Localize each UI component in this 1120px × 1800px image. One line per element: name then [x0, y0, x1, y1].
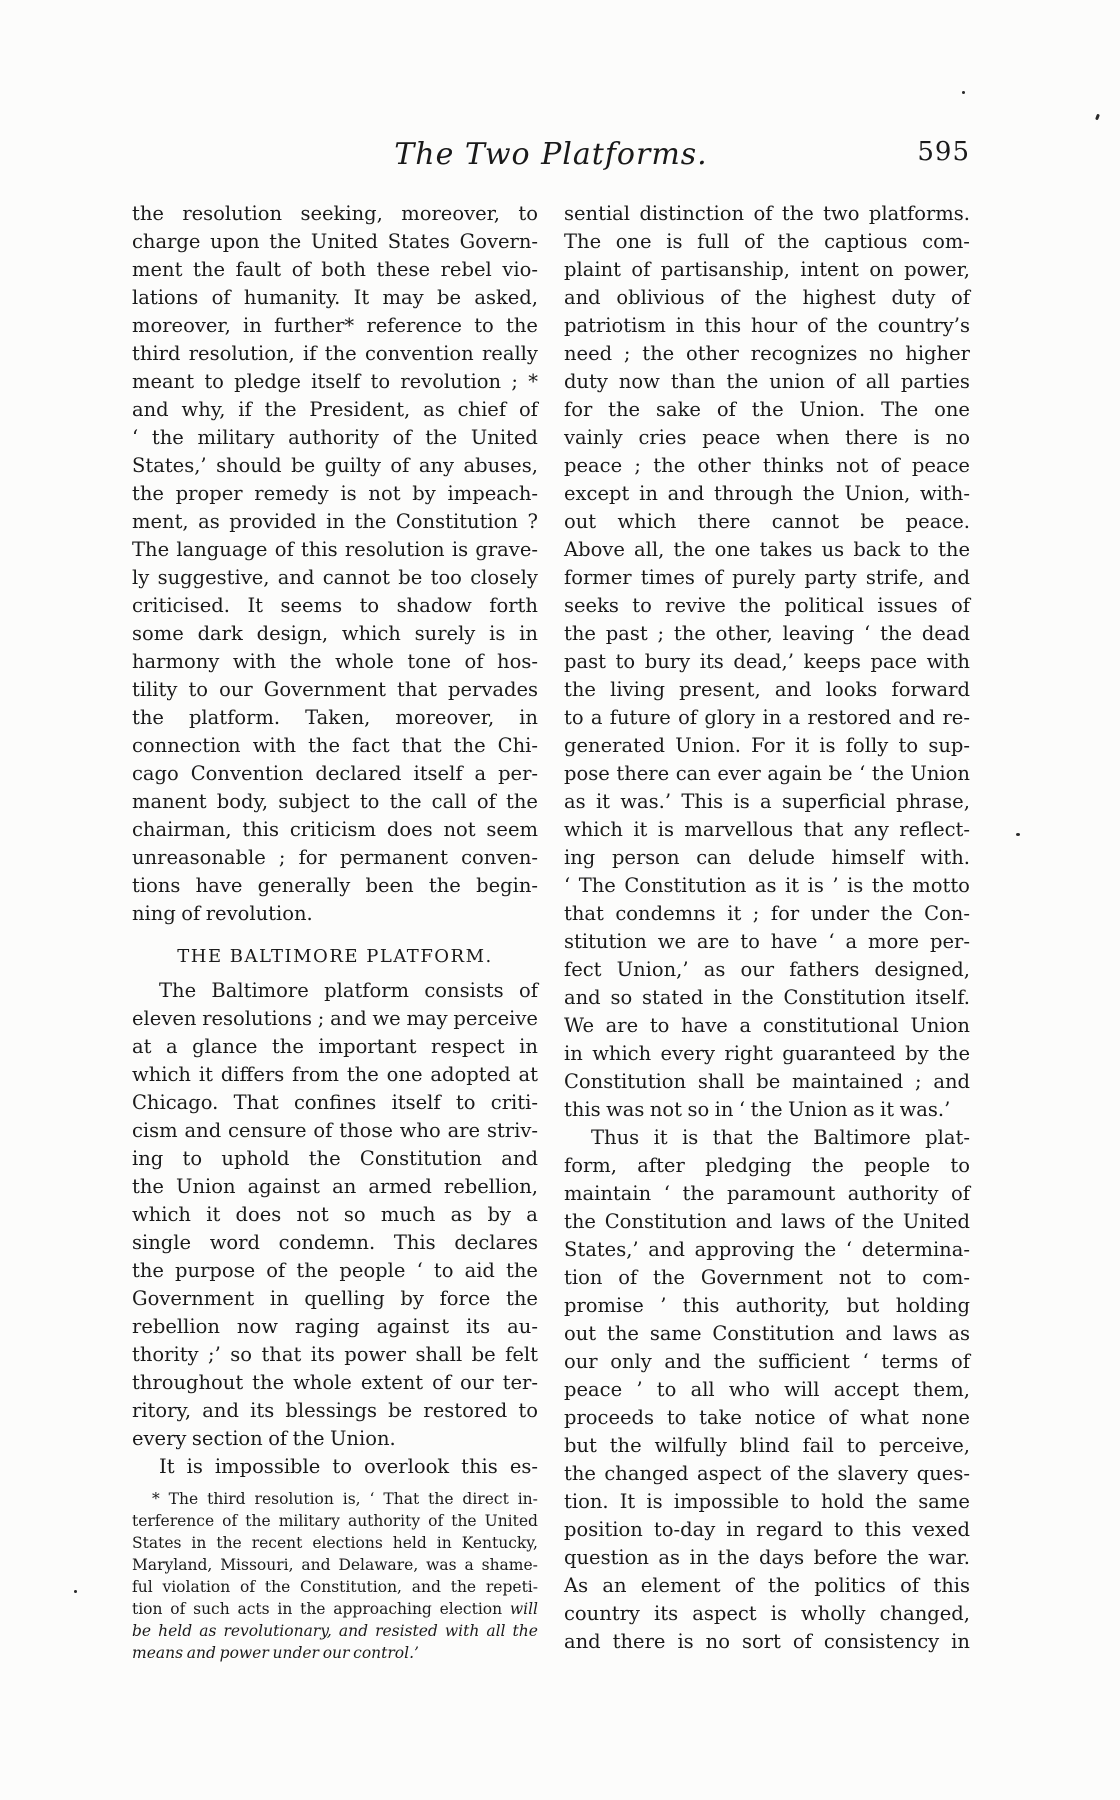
text-line: but the wilfully blind fail to perceive,: [564, 1434, 970, 1457]
text-line: chairman, this criticism does not seem: [132, 818, 538, 841]
text-line: the past ; the other, leaving ‘ the dead: [564, 622, 970, 645]
text-line: tion of the Government not to com-: [564, 1266, 970, 1289]
scan-speck: [1016, 833, 1020, 836]
text-line: The language of this resolution is grave-: [132, 538, 538, 561]
paragraph: [132, 977, 538, 1453]
text-line: at a glance the important respect in: [132, 1035, 538, 1058]
paragraph: [564, 200, 970, 1124]
text-line: charge upon the United States Govern-: [132, 230, 538, 253]
text-line: Constitution shall be maintained ; and: [564, 1070, 970, 1093]
text-line: and so stated in the Constitution itself.: [564, 986, 970, 1009]
text-line: in which every right guaranteed by the: [564, 1042, 970, 1065]
text-line: manent body, subject to the call of the: [132, 790, 538, 813]
text-line: form, after pledging the people to: [564, 1154, 970, 1177]
paragraph: [132, 1453, 538, 1481]
text-line: question as in the days before the war.: [564, 1546, 970, 1569]
text-line: single word condemn. This declares: [132, 1231, 538, 1254]
text-line: that condemns it ; for under the Con-: [564, 902, 970, 925]
text-line: * The third resolution is, ‘ That the direct in-: [152, 1490, 538, 1508]
text-line: except in and through the Union, with-: [564, 482, 970, 505]
text-line: out the same Constitution and laws as: [564, 1322, 970, 1345]
text-line: It is impossible to overlook this es-: [159, 1455, 538, 1478]
text-line: tion. It is impossible to hold the same: [564, 1490, 970, 1513]
scan-speck: [962, 91, 965, 94]
text-line: position to-day in regard to this vexed: [564, 1518, 970, 1541]
text-line: ing person can delude himself with.: [564, 846, 970, 869]
text-line: and oblivious of the highest duty of: [564, 286, 970, 309]
text-line: means and power under our control.’: [132, 1644, 419, 1662]
text-line: ning of revolution.: [132, 902, 313, 925]
text-line: stitution we are to have ‘ a more per-: [564, 930, 970, 953]
right-column: [564, 200, 970, 1664]
text-line: lations of humanity. It may be asked,: [132, 286, 538, 309]
text-line: moreover, in further* reference to the: [132, 314, 538, 337]
text-line: plaint of partisanship, intent on power,: [564, 258, 970, 281]
text-line: The Baltimore platform consists of: [159, 979, 538, 1002]
text-line: proceeds to take notice of what none: [564, 1406, 970, 1429]
text-line: ment, as provided in the Constitution ?: [132, 510, 538, 533]
text-columns: [132, 200, 970, 1664]
text-line: tility to our Government that pervades: [132, 678, 538, 701]
text-line: to a future of glory in a restored and re-: [564, 706, 970, 729]
text-line: ritory, and its blessings be restored to: [132, 1399, 538, 1422]
text-line: criticised. It seems to shadow forth: [132, 594, 538, 617]
text-line: unreasonable ; for permanent conven-: [132, 846, 538, 869]
section-heading: THE BALTIMORE PLATFORM.: [177, 946, 493, 967]
text-line: ing to uphold the Constitution and: [132, 1147, 538, 1170]
text-line: ‘ the military authority of the United: [132, 426, 538, 449]
left-column: [132, 200, 538, 1664]
text-line: out which there cannot be peace.: [564, 510, 970, 533]
text-line: our only and the sufficient ‘ terms of: [564, 1350, 970, 1373]
text-line: the resolution seeking, moreover, to: [132, 202, 538, 225]
paragraph: [564, 1124, 970, 1656]
text-line: ‘ The Constitution as it is ’ is the motto: [564, 874, 970, 897]
text-line: meant to pledge itself to revolution ; *: [132, 370, 538, 393]
text-line: sential distinction of the two platforms.: [564, 202, 970, 225]
text-line: past to bury its dead,’ keeps pace with: [564, 650, 970, 673]
text-line: vainly cries peace when there is no: [564, 426, 970, 449]
text-line: be held as revolutionary, and resisted with all the: [132, 1622, 538, 1640]
text-line: the proper remedy is not by impeach-: [132, 482, 538, 505]
text-line: maintain ‘ the paramount authority of: [564, 1182, 970, 1205]
text-line: thority ;’ so that its power shall be felt: [132, 1343, 538, 1366]
text-line: Government in quelling by force the: [132, 1287, 538, 1310]
text-line: which it does not so much as by a: [132, 1203, 538, 1226]
text-line: connection with the fact that the Chi-: [132, 734, 538, 757]
text-line: every section of the Union.: [132, 1427, 396, 1450]
text-line: Maryland, Missouri, and Delaware, was a shame-: [132, 1556, 538, 1574]
text-line: throughout the whole extent of our ter-: [132, 1371, 538, 1394]
text-line: which it differs from the one adopted at: [132, 1063, 538, 1086]
text-line: as it was.’ This is a superficial phrase,: [564, 790, 970, 813]
text-line: this was not so in ‘ the Union as it was.’: [564, 1098, 951, 1121]
text-line: third resolution, if the convention really: [132, 342, 538, 365]
text-line: States,’ and approving the ‘ determina-: [564, 1238, 970, 1261]
text-line: for the sake of the Union. The one: [564, 398, 970, 421]
text-line: eleven resolutions ; and we may perceive: [132, 1007, 538, 1030]
text-line: need ; the other recognizes no higher: [564, 342, 970, 365]
text-line: Chicago. That confines itself to criti-: [132, 1091, 538, 1114]
text-line: terference of the military authority of the United: [132, 1512, 538, 1530]
text-line: seeks to revive the political issues of: [564, 594, 970, 617]
text-line: Above all, the one takes us back to the: [564, 538, 970, 561]
text-line: States in the recent elections held in Kentucky,: [132, 1534, 538, 1552]
footnote: [132, 1488, 538, 1664]
scan-speck: [1095, 114, 1100, 121]
page-title: The Two Platforms.: [394, 137, 708, 172]
text-line: ful violation of the Constitution, and the repeti-: [132, 1578, 538, 1596]
text-line: and why, if the President, as chief of: [132, 398, 538, 421]
text-line: duty now than the union of all parties: [564, 370, 970, 393]
text-line: and there is no sort of consistency in: [564, 1630, 970, 1653]
text-line: the Constitution and laws of the United: [564, 1210, 970, 1233]
text-line: States,’ should be guilty of any abuses,: [132, 454, 538, 477]
text-line: cism and censure of those who are striv-: [132, 1119, 538, 1142]
text-line: former times of purely party strife, and: [564, 566, 970, 589]
text-line: peace ; the other thinks not of peace: [564, 454, 970, 477]
text-line: As an element of the politics of this: [564, 1574, 970, 1597]
text-line: the changed aspect of the slavery ques-: [564, 1462, 970, 1485]
text-line: some dark design, which surely is in: [132, 622, 538, 645]
text-line: promise ’ this authority, but holding: [564, 1294, 970, 1317]
text-line: ly suggestive, and cannot be too closely: [132, 566, 538, 589]
text-line: pose there can ever again be ‘ the Union: [564, 762, 970, 785]
text-line: Thus it is that the Baltimore plat-: [591, 1126, 970, 1149]
text-line: fect Union,’ as our fathers designed,: [564, 958, 970, 981]
page-number: 595: [917, 137, 970, 167]
text-line: The one is full of the captious com-: [564, 230, 970, 253]
text-line: We are to have a constitutional Union: [564, 1014, 970, 1037]
text-line: the purpose of the people ‘ to aid the: [132, 1259, 538, 1282]
text-line: which it is marvellous that any reflect-: [564, 818, 970, 841]
scan-speck: [74, 1590, 77, 1593]
text-line: tions have generally been the begin-: [132, 874, 538, 897]
text-line: peace ’ to all who will accept them,: [564, 1378, 970, 1401]
text-line: the Union against an armed rebellion,: [132, 1175, 538, 1198]
paragraph: [132, 200, 538, 928]
text-line: ment the fault of both these rebel vio-: [132, 258, 538, 281]
text-line: rebellion now raging against its au-: [132, 1315, 538, 1338]
text-line: cago Convention declared itself a per-: [132, 762, 538, 785]
text-line: tion of such acts in the approaching election will: [132, 1600, 538, 1618]
text-line: the living present, and looks forward: [564, 678, 970, 701]
text-line: country its aspect is wholly changed,: [564, 1602, 970, 1625]
text-line: harmony with the whole tone of hos-: [132, 650, 538, 673]
text-line: generated Union. For it is folly to sup-: [564, 734, 970, 757]
text-line: patriotism in this hour of the country’s: [564, 314, 970, 337]
text-line: the platform. Taken, moreover, in: [132, 706, 538, 729]
